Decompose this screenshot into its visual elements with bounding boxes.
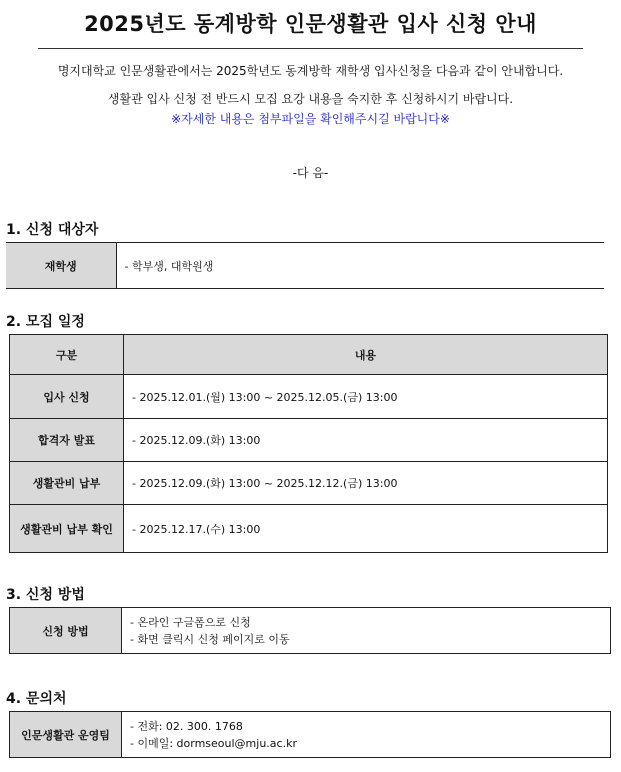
intro-line-2: 생활관 입사 신청 전 반드시 모집 요강 내용을 숙지한 후 신청하시기 바랍니다. (107, 92, 514, 106)
method-line: - 온라인 구글폼으로 신청 (130, 615, 251, 629)
contact-phone: - 전화: 02. 300. 1768 (130, 719, 243, 733)
page-title: 2025년도 동계방학 인문생활관 입사 신청 안내 (84, 12, 537, 36)
method-value (122, 608, 611, 654)
contact-value (122, 712, 611, 758)
section-1-title: 1. 신청 대상자 (6, 222, 99, 238)
schedule-value: - 2025.12.17.(수) 13:00 (124, 505, 608, 553)
dame-heading: -다 음- (292, 166, 329, 180)
schedule-header-category: 구분 (10, 335, 124, 375)
table-row (10, 505, 608, 553)
attachment-notice: ※자세한 내용은 첨부파일을 확인해주시길 바랍니다※ (171, 112, 450, 126)
eligibility-label: 재학생 (6, 243, 116, 289)
title-divider (38, 48, 583, 49)
schedule-value: - 2025.12.09.(화) 13:00 ~ 2025.12.12.(금) 13:00 (124, 462, 608, 505)
section-2-title: 2. 모집 일정 (6, 314, 85, 330)
table-row (10, 462, 608, 505)
section-3-title: 3. 신청 방법 (6, 587, 85, 603)
eligibility-table (6, 242, 604, 289)
schedule-value: - 2025.12.01.(월) 13:00 ~ 2025.12.05.(금) 13:00 (124, 375, 608, 419)
schedule-label: 합격자 발표 (10, 419, 124, 462)
table-row (10, 419, 608, 462)
method-label: 신청 방법 (10, 608, 122, 654)
intro-line-1: 명지대학교 인문생활관에서는 2025학년도 동계방학 재학생 입사신청을 다음과 같이 안내합니다. (57, 64, 564, 78)
schedule-label: 생활관비 납부 (10, 462, 124, 505)
application-method-table (9, 607, 611, 654)
section-4-title: 4. 문의처 (6, 691, 67, 707)
contact-label: 인문생활관 운영팀 (10, 712, 122, 758)
table-row (10, 375, 608, 419)
method-line: - 화면 클릭시 신청 페이지로 이동 (130, 632, 290, 646)
schedule-header-row (10, 335, 608, 375)
schedule-value: - 2025.12.09.(화) 13:00 (124, 419, 608, 462)
schedule-label: 생활관비 납부 확인 (10, 505, 124, 553)
contact-table (9, 711, 611, 758)
schedule-header-content: 내용 (124, 335, 608, 375)
eligibility-value: - 학부생, 대학원생 (116, 243, 604, 289)
schedule-table (9, 334, 608, 553)
schedule-label: 입사 신청 (10, 375, 124, 419)
contact-email: - 이메일: dormseoul@mju.ac.kr (130, 736, 297, 750)
